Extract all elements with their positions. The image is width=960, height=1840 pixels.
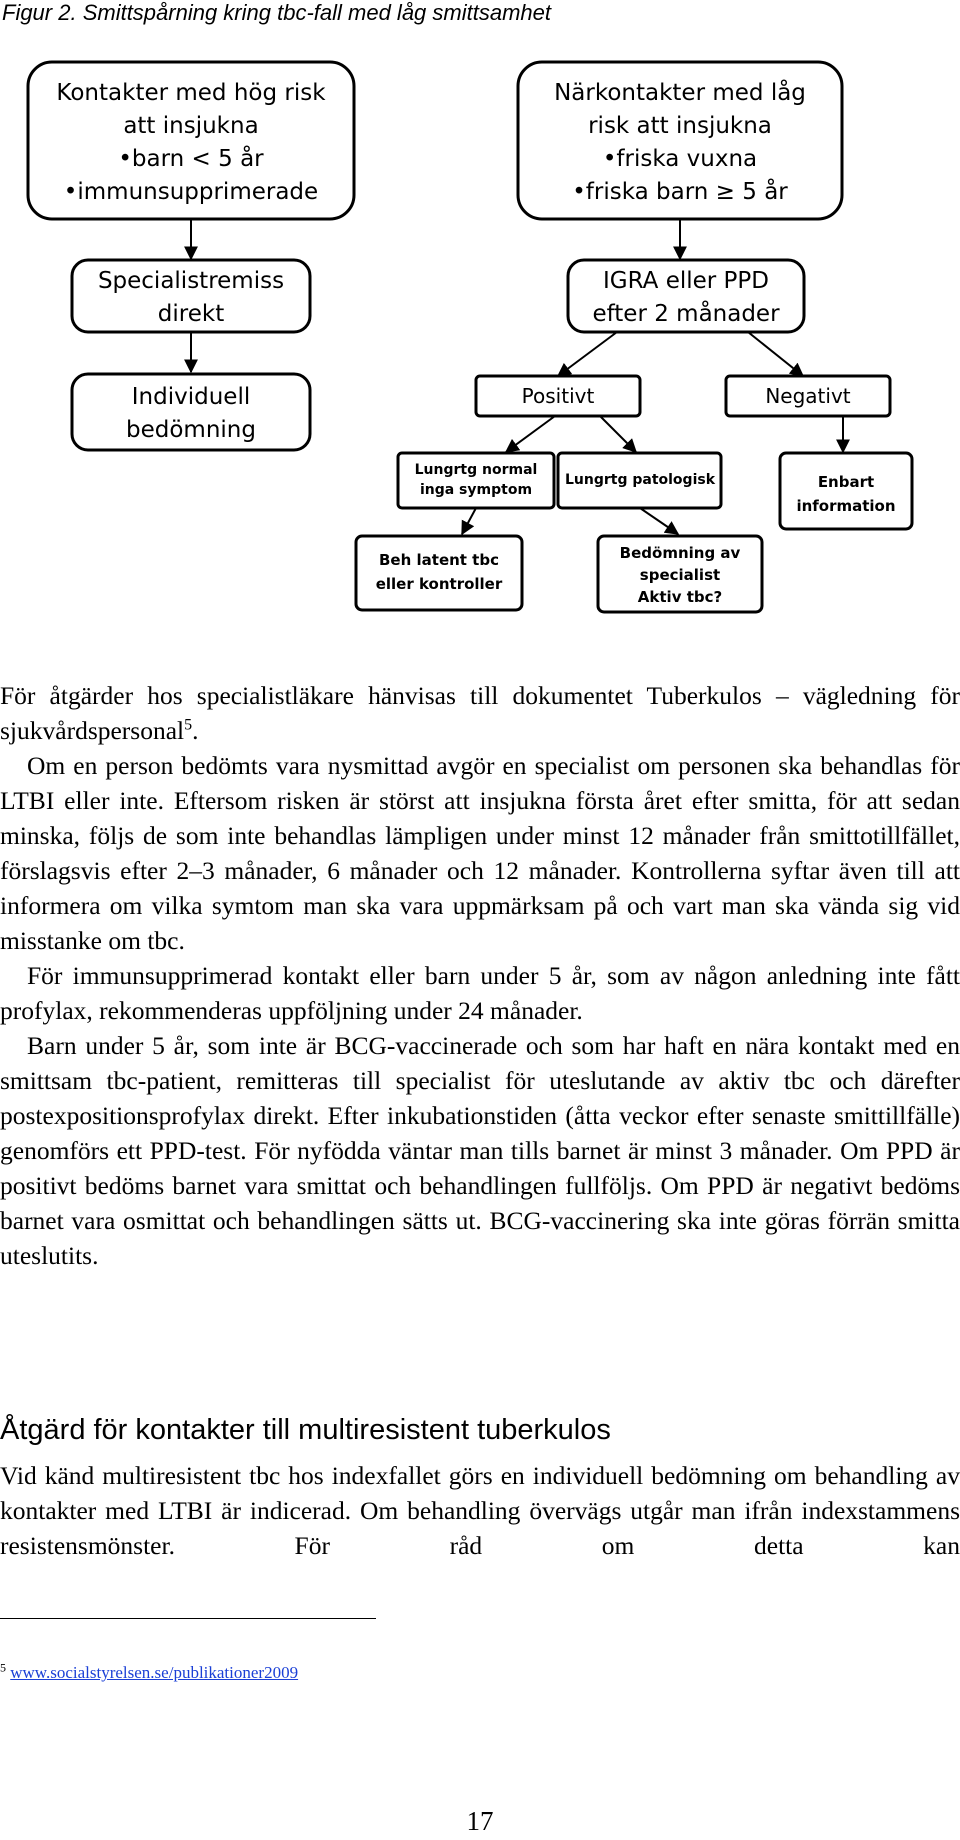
arrow-positive-to-normal	[506, 416, 555, 452]
svg-text:Lungrtg normal: Lungrtg normal	[414, 462, 538, 478]
svg-text:Kontakter med hög risk: Kontakter med hög risk	[56, 80, 326, 106]
box-xray-normal	[398, 453, 554, 508]
box-negative	[726, 376, 890, 416]
footnote-link[interactable]: www.socialstyrelsen.se/publikationer2009	[10, 1663, 299, 1682]
box-igra-ppd	[568, 260, 804, 332]
paragraph-immunosuppressed: För immunsupprimerad kontakt eller barn under 5 år, som av någon anledning inte fått profylax, rekommenderas uppföljning under 24 månader.	[0, 961, 960, 1025]
svg-text:efter 2 månader: efter 2 månader	[592, 301, 780, 327]
box-low-risk-contacts	[518, 62, 842, 219]
section-body	[0, 1458, 960, 1563]
footnote	[0, 1660, 299, 1683]
svg-text:•immunsupprimerade: •immunsupprimerade	[63, 179, 319, 205]
svg-text:•friska vuxna: •friska vuxna	[602, 146, 758, 172]
svg-text:specialist: specialist	[639, 566, 721, 584]
svg-text:Beh latent tbc: Beh latent tbc	[379, 551, 499, 569]
svg-text:IGRA eller PPD: IGRA eller PPD	[603, 268, 769, 294]
footnote-divider	[0, 1618, 376, 1619]
svg-text:•friska barn ≥ 5 år: •friska barn ≥ 5 år	[572, 179, 788, 205]
body-text	[0, 678, 960, 1273]
box-info-only	[780, 453, 912, 529]
footnote-ref[interactable]: 5	[184, 716, 193, 734]
flowchart	[0, 0, 960, 660]
svg-text:Negativt: Negativt	[765, 384, 851, 408]
svg-text:Lungrtg patologisk: Lungrtg patologisk	[564, 472, 716, 488]
svg-text:Bedömning av: Bedömning av	[619, 544, 741, 562]
paragraph-children: Barn under 5 år, som inte är BCG-vaccinerade och som har haft en nära kontakt med en smittsam tbc-patient, remitteras till specialist för uteslutande av aktiv tbc och därefter postexpositionsprofylax direkt. Efter inkubationstiden (åtta veckor efter senaste smittillfälle) genomförs ett PPD-test. För nyfödda väntar man tills barnet är minst 3 månader. Om PPD är positivt bedöms barnet vara smittat och behandlingen fullföljs. Om PPD är negativt bedöms barnet vara osmittat och behandlingen sätts ut. BCG-vaccinering ska inte göras förrän smitta uteslutits.	[0, 1031, 960, 1270]
arrow-igra-to-negative	[748, 332, 803, 376]
svg-text:information: information	[796, 497, 896, 515]
arrow-igra-to-positive	[558, 332, 617, 376]
arrow-pathologic-to-eval	[640, 508, 678, 534]
svg-text:Närkontakter med låg: Närkontakter med låg	[554, 80, 806, 106]
box-specialist-evaluation	[598, 536, 762, 612]
section-heading: Åtgärd för kontakter till multiresistent tuberkulos	[0, 1414, 611, 1446]
svg-text:Specialistremiss: Specialistremiss	[97, 268, 285, 294]
svg-text:Positivt: Positivt	[521, 384, 595, 408]
svg-text:Individuell: Individuell	[131, 384, 251, 410]
paragraph-mdr: Vid känd multiresistent tbc hos indexfallet görs en individuell bedömning om behandling av kontakter med LTBI är indicerad. Om behandling övervägs utgår man ifrån indexstammens resistensmönster. För råd om detta kan	[0, 1461, 960, 1560]
svg-text:direkt: direkt	[157, 301, 225, 327]
box-high-risk-contacts	[28, 62, 354, 219]
svg-text:Enbart: Enbart	[817, 473, 875, 491]
svg-text:bedömning: bedömning	[126, 417, 256, 443]
svg-text:inga symptom: inga symptom	[419, 482, 533, 498]
box-specialist-referral	[72, 260, 310, 332]
paragraph-reference: För åtgärder hos specialistläkare hänvisas till dokumentet Tuberkulos – vägledning för sjukvårdspersonal$^5$.	[0, 681, 960, 745]
box-individual-assessment	[72, 374, 310, 450]
box-positive	[476, 376, 640, 416]
box-xray-pathologic	[558, 453, 721, 508]
figure-caption: Figur 2. Smittspårning kring tbc-fall med låg smittsamhet	[2, 0, 551, 25]
paragraph-follow-up: Om en person bedömts vara nysmittad avgör en specialist om personen ska behandlas för LTBI eller inte. Eftersom risken är störst att insjukna första året efter smitta, för att sedan minska, följs de som inte behandlas lämpligen under minst 12 månader från smittotillfället, förslagsvis efter 2–3 månader, 6 månader och 12 månader. Kontrollerna syftar även till att informera om vilka symtom man ska vara uppmärksam på och vart man ska vända sig vid misstanke om tbc.	[0, 751, 960, 955]
svg-text:•barn < 5 år: •barn < 5 år	[118, 146, 264, 172]
svg-text:att insjukna: att insjukna	[123, 113, 259, 139]
svg-text:Aktiv tbc?: Aktiv tbc?	[637, 588, 723, 606]
footnote-number: 5	[0, 1660, 6, 1675]
svg-text:risk att insjukna: risk att insjukna	[588, 113, 772, 139]
arrow-normal-to-latent	[462, 508, 476, 534]
box-latent-tbc	[356, 536, 522, 610]
svg-text:eller kontroller: eller kontroller	[375, 575, 503, 593]
arrow-positive-to-pathologic	[600, 416, 636, 452]
page-number: 17	[466, 1806, 494, 1836]
